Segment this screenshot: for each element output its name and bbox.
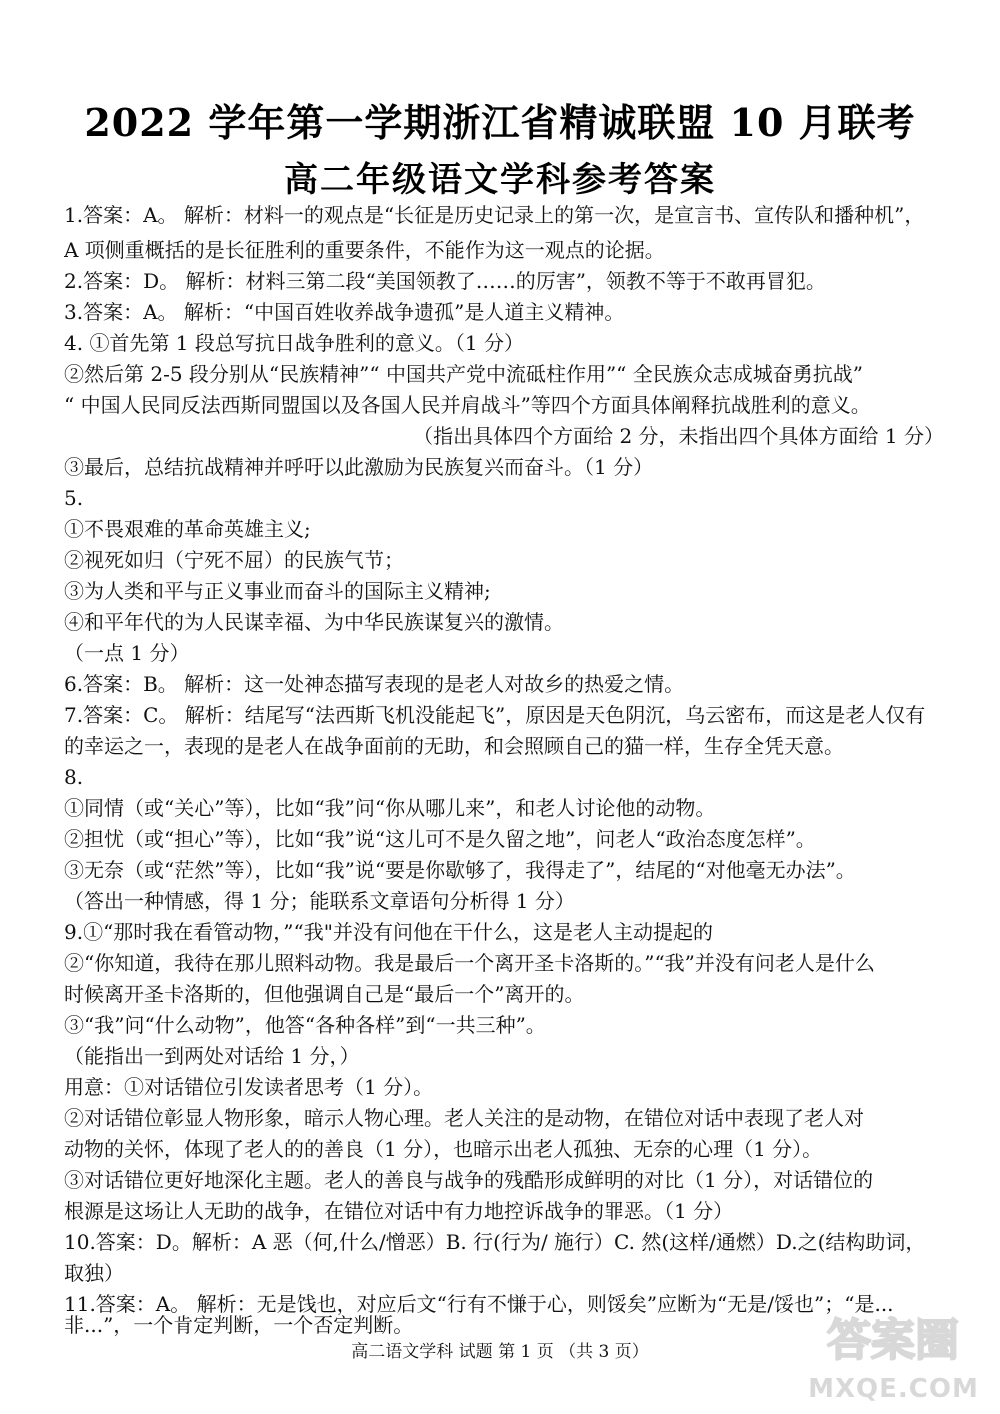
answer-line: ③最后，总结抗战精神并呼吁以此激励为民族复兴而奋斗。（1 分） (64, 455, 654, 479)
answer-line: 的幸运之一，表现的是老人在战争面前的无助，和会照顾自己的猫一样，生存全凭天意。 (64, 734, 844, 758)
answer-line: 6.答案：B。 解析：这一处神态描写表现的是老人对故乡的热爱之情。 (64, 672, 685, 696)
answer-line: ①同情（或“关心”等），比如“我”问“你从哪儿来”，和老人讨论他的动物。 (64, 796, 716, 820)
answer-line: （答出一种情感，得 1 分；能联系文章语句分析得 1 分） (64, 889, 575, 913)
answer-line: 10.答案：D。解析：A 恶（何,什么/憎恶）B. 行(行为/ 施行）C. 然(这样/通燃）D.之(结构助词， (64, 1230, 926, 1254)
answer-line: ②“你知道，我待在那儿照料动物。我是最后一个离开圣卡洛斯的。”“我”并没有问老人是什么 (64, 951, 875, 975)
answer-line: 7.答案：C。 解析：结尾写“法西斯飞机没能起飞”，原因是天色阴沉，乌云密布，而这是老人仅有 (64, 703, 926, 727)
answer-line: （指出具体四个方面给 2 分，未指出四个具体方面给 1 分） (413, 424, 944, 448)
answer-line: ②然后第 2-5 段分别从“民族精神”“ 中国共产党中流砥柱作用”“ 全民族众志成城奋勇抗战” (64, 362, 863, 386)
answer-line: 时候离开圣卡洛斯的，但他强调自己是“最后一个”离开的。 (64, 982, 585, 1006)
answer-line: 根源是这场让人无助的战争，在错位对话中有力地控诉战争的罪恶。（1 分） (64, 1199, 734, 1223)
answer-line: “ 中国人民同反法西斯同盟国以及各国人民并肩战斗”等四个方面具体阐释抗战胜利的意义。 (64, 393, 871, 417)
answer-line: 8. (64, 765, 84, 789)
answer-line: （能指出一到两处对话给 1 分，） (64, 1044, 360, 1068)
answer-line: （一点 1 分） (64, 641, 190, 665)
answer-line: ②对话错位彰显人物形象，暗示人物心理。老人关注的是动物，在错位对话中表现了老人对 (64, 1106, 864, 1130)
answer-line: 取独） (64, 1261, 124, 1285)
watermark-logo-text: 答案圈 (827, 1315, 959, 1366)
document-subtitle: 高二年级语文学科参考答案 (284, 160, 716, 200)
document-title: 2022 学年第一学期浙江省精诚联盟 10 月联考 (84, 100, 916, 145)
watermark-site: MXQE.COM (808, 1374, 979, 1404)
answer-line: ③“我”问“什么动物”，他答“各种各样”到“一共三种”。 (64, 1013, 546, 1037)
watermark-badge-icon (801, 1309, 986, 1369)
answer-line: ②担忧（或“担心”等），比如“我”说“这儿可不是久留之地”，问老人“政治态度怎样”。 (64, 827, 816, 851)
answer-line: A 项侧重概括的是长征胜利的重要条件，不能作为这一观点的论据。 (64, 238, 665, 262)
answer-line: ④和平年代的为人民谋幸福、为中华民族谋复兴的激情。 (64, 610, 564, 634)
watermark-logo (801, 1309, 986, 1404)
answer-line: 用意：①对话错位引发读者思考（1 分）。 (64, 1075, 434, 1099)
answer-line: 3.答案：A。 解析：“中国百姓收养战争遗孤”是人道主义精神。 (64, 300, 625, 324)
answer-line: ①不畏艰难的革命英雄主义; (64, 517, 311, 541)
answer-line: 1.答案：A。 解析：材料一的观点是“长征是历史记录上的第一次，是宣言书、宣传队和播种机”， (64, 203, 925, 227)
answer-line: 4. ①首先第 1 段总写抗日战争胜利的意义。（1 分） (64, 331, 524, 355)
answer-line: 动物的关怀，体现了老人的的善良（1 分），也暗示出老人孤独、无奈的心理（1 分）。 (64, 1137, 823, 1161)
answer-line: 9.①“那时我在看管动物，”“我"并没有问他在干什么，这是老人主动提起的 (64, 920, 713, 944)
answer-line: ③对话错位更好地深化主题。老人的善良与战争的残酷形成鲜明的对比（1 分），对话错位的 (64, 1168, 874, 1192)
answer-line: ②视死如归（宁死不屈）的民族气节； (64, 548, 404, 572)
answer-line: 11.答案：A。 解析：无是饯也，对应后文“行有不慊于心，则馁矣”应断为“无是/馁也”；“是... (64, 1292, 894, 1316)
answer-line: ③为人类和平与正义事业而奋斗的国际主义精神; (64, 579, 491, 603)
answer-line: 2.答案：D。 解析：材料三第二段“美国领教了……的厉害”，领教不等于不敢再冒犯。 (64, 269, 826, 293)
answer-line: 非...”，一个肯定判断，一个否定判断。 (64, 1313, 414, 1337)
page-footer: 高二语文学科 试题 第 1 页 （共 3 页） (351, 1342, 649, 1362)
answer-line: 5. (64, 486, 84, 510)
answer-line: ③无奈（或“茫然”等），比如“我”说“要是你歇够了，我得走了”，结尾的“对他毫无办法”。 (64, 858, 856, 882)
